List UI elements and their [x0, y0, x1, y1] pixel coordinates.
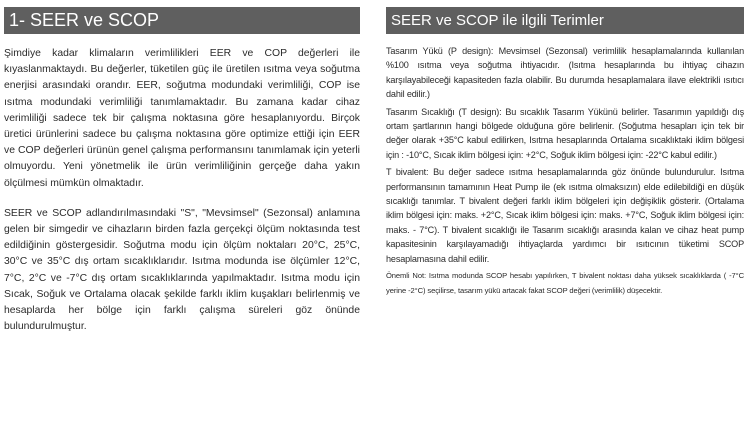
- right-body-text: [386, 44, 744, 299]
- right-column: [386, 7, 744, 302]
- paragraph-t-bivalent: T bivalent: Bu değer sadece ısıtma hesaplamalarında göz önünde bulundurulur. Isıtma performansının tamamının Heat Pump ile (ek ısıtma olmaksızın) elde edilebildiği en düşük sıcaklığı tanımlar. T bivalent değeri farklı iklim bölgeleri için değişiklik gösterir. (Ortalama iklim bölgesi için: maks. +2°C, Sıcak iklim bölgesi için: maks. +7°C, Soğuk iklim bölgesi için: maks. - 7°C). T bivalent sıcaklığı ile Tasarım sıcaklığı arasında kalan ve cihaz heat pump kapasitesinin karşılayamadığı ihtiyaçlarda yardımcı bir ısıtıcının tüketimi SCOP hesaplamasına dahil edilir.: [386, 167, 744, 264]
- paragraph-efficiency-intro: Şimdiye kadar klimaların verimlilikleri EER ve COP değerleri ile kıyaslanmaktaydı. Bu değerler, tüketilen güç ile üretilen ısıtma veya soğutma enerjisi arasındaki orandır. EER, soğutma modundaki verimliliği, COP ise ısıtma modundaki verimliliği tanımlamaktadır. Bu zamana kadar cihaz verimliliği sadece tek bir çalışma noktasına göre hesaplanıyordu. Birçok üretici ürünlerini sadece bu çalışma noktasına göre optimize ettiği için EER ve COP değerleri ürünün genel çalışma performansını tanımlamak için yeterli olmuyordu. Yeni yönetmelik ile ürün verimliliğinin gerçeğe daha yakın ölçülmesi mümkün olmaktadır.: [4, 48, 360, 189]
- paragraph-design-temperature: Tasarım Sıcaklığı (T design): Bu sıcaklık Tasarım Yükünü belirler. Tasarımın yapıldığı dış ortam şartlarının hangi bölgede olduğuna göre belirlenir. (Soğutma hesapları için tek bir değer olarak +35°C kabul edilirken, Isıtma hesaplarında Ortalama sıcaklıktaki iklim bölgesi için : -10°C, Sıcak iklim bölgesi için: +2°C, Soğuk iklim bölgesi için: -22°C kabul edilir.): [386, 106, 744, 160]
- section-heading-seer-scop: 1- SEER ve SCOP: [4, 7, 360, 34]
- paragraph-design-load: Tasarım Yükü (P design): Mevsimsel (Sezonsal) verimlilik hesaplamalarında kullanılan %100 ısıtma veya soğutma ihtiyacıdır. (Isıtma hesaplarında bu ihtiyaç cihazın karşılayabileceği kapasiteden fazla olabilir. Bu durumda hesaplamalara ilave elektrikli ısıtıcı dahil edilir.): [386, 46, 744, 100]
- section-heading-terms: SEER ve SCOP ile ilgili Terimler: [386, 7, 744, 34]
- left-body-text: [4, 46, 360, 335]
- paragraph-seasonal-meaning: SEER ve SCOP adlandırılmasındaki "S", "Mevsimsel" (Sezonsal) anlamına gelen bir simgedir ve cihazların birden fazla gerçekçi ölçüm noktasında test edildiğinin göstergesidir. Soğutma modu için ölçüm noktaları 20°C, 25°C, 30°C ve 35°C dış ortam sıcaklıklarıdır. Isıtma modunda ise ölçümler 12°C, 7°C, 2°C ve -7°C dış ortam sıcaklıklarında yapılmaktadır. Isıtma modu için Sıcak, Soğuk ve Ortalama olacak şekilde farklı iklim kuşakları belirlenmiş ve hesaplarda her bölge için farklı çalışma süreleri göz önünde bulundurulmuştur.: [4, 207, 360, 333]
- left-column: [4, 7, 360, 335]
- important-note: Önemli Not: Isıtma modunda SCOP hesabı yapılırken, T bivalent noktası daha yüksek sıcaklıklarda ( -7°C yerine -2°C) seçilirse, tasarım yükü artacak fakat SCOP değeri (verimlilik) düşecektir.: [386, 271, 744, 295]
